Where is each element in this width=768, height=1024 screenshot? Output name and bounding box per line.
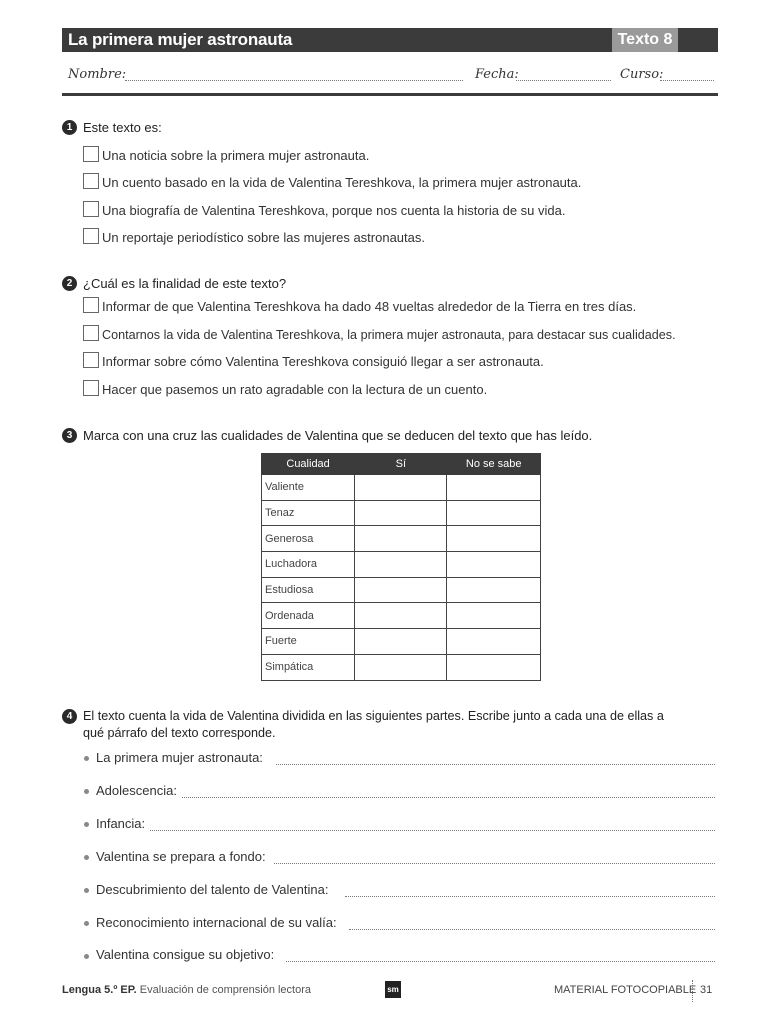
footer-subject: Lengua 5.º EP. <box>62 984 137 996</box>
footer-left <box>62 984 311 996</box>
q1-option-1-label: Una noticia sobre la primera mujer astronauta. <box>102 148 370 163</box>
unknown-cell[interactable] <box>447 552 541 578</box>
text-tag: Texto 8 <box>617 31 673 48</box>
course-label: Curso: <box>620 67 664 82</box>
part-answer-line[interactable] <box>150 829 715 831</box>
col-header-quality: Cualidad <box>262 454 355 475</box>
question-3-number: 3 <box>62 428 77 443</box>
q2-option-1-label: Informar de que Valentina Tereshkova ha dado 48 vueltas alrededor de la Tierra en tres días. <box>102 299 637 314</box>
q2-option-1-checkbox[interactable] <box>83 297 99 313</box>
question-2-number: 2 <box>62 276 77 291</box>
q1-option-4-checkbox[interactable] <box>83 228 99 244</box>
unknown-cell[interactable] <box>447 654 541 680</box>
yes-cell[interactable] <box>355 526 447 552</box>
unknown-cell[interactable] <box>447 629 541 655</box>
table-row <box>262 654 541 680</box>
q1-option-4-label: Un reportaje periodístico sobre las mujeres astronautas. <box>102 230 425 245</box>
question-1-text: Este texto es: <box>83 120 162 135</box>
table-row <box>262 552 541 578</box>
quality-cell: Generosa <box>262 526 355 552</box>
quality-cell: Valiente <box>262 475 355 501</box>
question-4-text-line2: qué párrafo del texto corresponde. <box>83 726 276 740</box>
table-row <box>262 475 541 501</box>
name-label: Nombre: <box>68 67 127 82</box>
q1-option-3-label: Una biografía de Valentina Tereshkova, porque nos cuenta la historia de su vida. <box>102 203 566 218</box>
yes-cell[interactable] <box>355 475 447 501</box>
unknown-cell[interactable] <box>447 475 541 501</box>
bullet-icon <box>84 954 89 959</box>
part-answer-line[interactable] <box>345 895 715 897</box>
quality-cell: Simpática <box>262 654 355 680</box>
question-4-text-line1: El texto cuenta la vida de Valentina dividida en las siguientes partes. Escribe junto a cada una de ellas a <box>83 709 664 723</box>
page-number: 31 <box>700 984 713 996</box>
yes-cell[interactable] <box>355 629 447 655</box>
qualities-table <box>261 453 541 681</box>
yes-cell[interactable] <box>355 500 447 526</box>
table-row <box>262 500 541 526</box>
unknown-cell[interactable] <box>447 526 541 552</box>
bullet-icon <box>84 888 89 893</box>
course-field[interactable] <box>660 79 714 81</box>
part-item-label: Valentina se prepara a fondo: <box>96 849 266 864</box>
question-3-text: Marca con una cruz las cualidades de Valentina que se deducen del texto que has leído. <box>83 428 593 443</box>
bullet-icon <box>84 822 89 827</box>
q2-option-4-label: Hacer que pasemos un rato agradable con la lectura de un cuento. <box>102 382 488 397</box>
part-item-label: Valentina consigue su objetivo: <box>96 947 275 962</box>
part-answer-line[interactable] <box>286 960 715 962</box>
footer-description: Evaluación de comprensión lectora <box>139 984 312 996</box>
table-header-row <box>262 454 541 475</box>
table-row <box>262 577 541 603</box>
date-field[interactable] <box>516 79 611 81</box>
unknown-cell[interactable] <box>447 577 541 603</box>
table-row <box>262 603 541 629</box>
part-answer-line[interactable] <box>276 763 715 765</box>
bullet-icon <box>84 921 89 926</box>
quality-cell: Tenaz <box>262 500 355 526</box>
quality-cell: Estudiosa <box>262 577 355 603</box>
quality-cell: Luchadora <box>262 552 355 578</box>
col-header-unknown: No se sabe <box>447 454 541 475</box>
date-label: Fecha: <box>475 67 519 82</box>
name-field[interactable] <box>125 79 463 81</box>
footer-divider <box>692 980 693 1002</box>
footer-material: MATERIAL FOTOCOPIABLE <box>554 984 697 996</box>
q1-option-1-checkbox[interactable] <box>83 146 99 162</box>
page-title: La primera mujer astronauta <box>68 30 293 49</box>
yes-cell[interactable] <box>355 552 447 578</box>
part-item-label: Adolescencia: <box>96 783 177 798</box>
quality-cell: Ordenada <box>262 603 355 629</box>
col-header-yes: Sí <box>355 454 447 475</box>
unknown-cell[interactable] <box>447 603 541 629</box>
q1-option-2-label: Un cuento basado en la vida de Valentina Tereshkova, la primera mujer astronauta. <box>102 175 582 190</box>
table-row <box>262 526 541 552</box>
part-item-label: Descubrimiento del talento de Valentina: <box>96 882 329 897</box>
header-rule <box>62 93 718 96</box>
publisher-logo: sm <box>385 981 401 998</box>
part-answer-line[interactable] <box>274 862 715 864</box>
quality-cell: Fuerte <box>262 629 355 655</box>
unknown-cell[interactable] <box>447 500 541 526</box>
part-answer-line[interactable] <box>349 928 715 930</box>
q1-option-3-checkbox[interactable] <box>83 201 99 217</box>
question-4-number: 4 <box>62 709 77 724</box>
table-row <box>262 629 541 655</box>
bullet-icon <box>84 855 89 860</box>
q2-option-2-label: Contarnos la vida de Valentina Tereshkova, la primera mujer astronauta, para destacar sus cualidades. <box>102 328 676 342</box>
q2-option-3-checkbox[interactable] <box>83 352 99 368</box>
yes-cell[interactable] <box>355 654 447 680</box>
q2-option-3-label: Informar sobre cómo Valentina Tereshkova consiguió llegar a ser astronauta. <box>102 354 544 369</box>
part-item-label: Reconocimiento internacional de su valía: <box>96 915 337 930</box>
yes-cell[interactable] <box>355 603 447 629</box>
part-answer-line[interactable] <box>182 796 715 798</box>
bullet-icon <box>84 756 89 761</box>
yes-cell[interactable] <box>355 577 447 603</box>
part-item-label: La primera mujer astronauta: <box>96 750 263 765</box>
question-1-number: 1 <box>62 120 77 135</box>
q1-option-2-checkbox[interactable] <box>83 173 99 189</box>
q2-option-2-checkbox[interactable] <box>83 325 99 341</box>
question-2-text: ¿Cuál es la finalidad de este texto? <box>83 276 287 291</box>
part-item-label: Infancia: <box>96 816 146 831</box>
q2-option-4-checkbox[interactable] <box>83 380 99 396</box>
bullet-icon <box>84 789 89 794</box>
